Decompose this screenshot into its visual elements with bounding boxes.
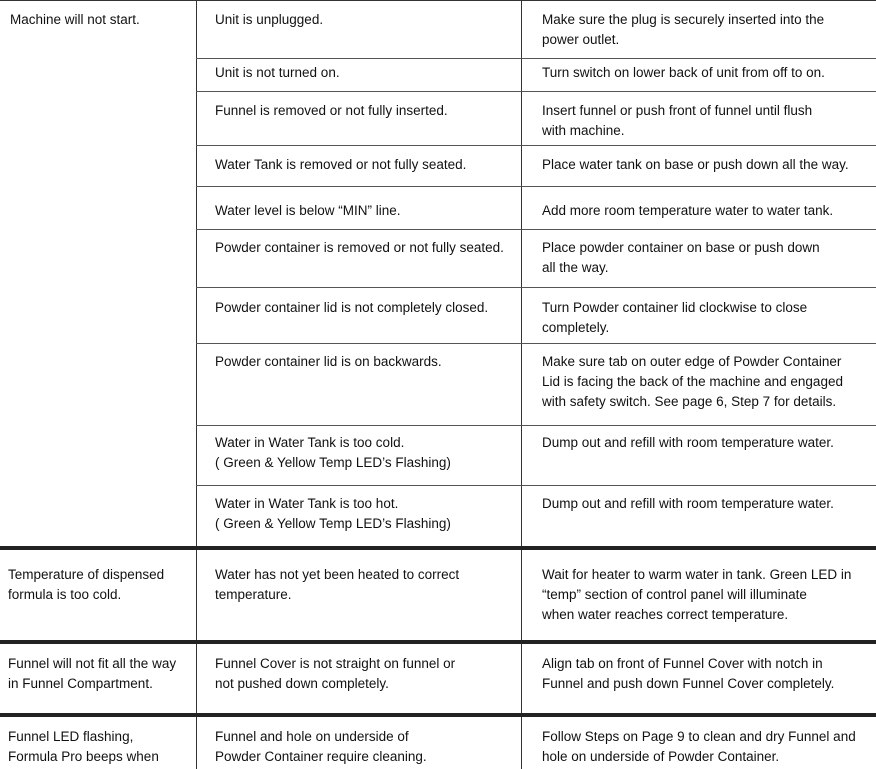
solution-line: Insert funnel or push front of funnel until flush: [542, 103, 813, 118]
cause-cell: [215, 298, 488, 318]
problem-line: Formula Pro beeps when: [8, 749, 159, 764]
cause-line: Funnel is removed or not fully inserted.: [215, 103, 448, 118]
cause-line: Water in Water Tank is too cold.: [215, 435, 405, 450]
cause-line: Water has not yet been heated to correct: [215, 567, 460, 582]
cause-line: Funnel Cover is not straight on funnel or: [215, 656, 456, 671]
cause-cell: [215, 433, 451, 473]
row-divider: [196, 425, 876, 426]
solution-line: Make sure tab on outer edge of Powder Container: [542, 354, 842, 369]
solution-line: power outlet.: [542, 32, 620, 47]
cause-line: ( Green & Yellow Temp LED’s Flashing): [215, 455, 451, 470]
solution-line: hole on underside of Powder Container.: [542, 749, 780, 764]
problem-machine-will-not-start: [10, 10, 140, 30]
cause-line: Water level is below “MIN” line.: [215, 203, 401, 218]
row-divider: [196, 58, 876, 59]
table-top-border: [0, 0, 876, 1]
solution-line: with safety switch. See page 6, Step 7 for details.: [542, 394, 837, 409]
problem-line: Funnel LED flashing,: [8, 729, 134, 744]
problem-line: in Funnel Compartment.: [8, 676, 153, 691]
cause-cell: [215, 654, 455, 694]
row-divider: [196, 287, 876, 288]
solution-line: Dump out and refill with room temperature water.: [542, 435, 834, 450]
solution-line: Turn switch on lower back of unit from off to on.: [542, 65, 825, 80]
cause-line: Water Tank is removed or not fully seated.: [215, 157, 467, 172]
column-divider-2: [521, 0, 522, 769]
cause-line: Water in Water Tank is too hot.: [215, 496, 399, 511]
cause-line: Powder container lid is on backwards.: [215, 354, 442, 369]
cause-line: Unit is unplugged.: [215, 12, 324, 27]
solution-cell: [542, 352, 843, 412]
solution-line: Align tab on front of Funnel Cover with notch in: [542, 656, 823, 671]
problem-funnel-will-not-fit: [8, 654, 176, 694]
cause-line: Powder container lid is not completely closed.: [215, 300, 489, 315]
cause-cell: [215, 101, 448, 121]
cause-cell: [215, 10, 323, 30]
solution-line: all the way.: [542, 260, 609, 275]
solution-line: completely.: [542, 320, 610, 335]
row-divider: [196, 145, 876, 146]
solution-line: “temp” section of control panel will illuminate: [542, 587, 807, 602]
solution-line: Dump out and refill with room temperature water.: [542, 496, 834, 511]
cause-cell: [215, 238, 504, 258]
solution-line: Lid is facing the back of the machine and engaged: [542, 374, 843, 389]
solution-cell: [542, 433, 834, 453]
cause-line: ( Green & Yellow Temp LED’s Flashing): [215, 516, 451, 531]
cause-cell: [215, 352, 442, 372]
solution-cell: [542, 155, 849, 175]
solution-line: Make sure the plug is securely inserted into the: [542, 12, 825, 27]
cause-cell: [215, 494, 451, 534]
solution-cell: [542, 10, 824, 50]
cause-line: Powder Container require cleaning.: [215, 749, 427, 764]
solution-cell: [542, 63, 825, 83]
solution-line: with machine.: [542, 123, 625, 138]
solution-line: Wait for heater to warm water in tank. Green LED in: [542, 567, 852, 582]
solution-cell: [542, 654, 834, 694]
solution-line: when water reaches correct temperature.: [542, 607, 789, 622]
group-separator: [0, 640, 876, 644]
row-divider: [196, 343, 876, 344]
solution-cell: [542, 201, 833, 221]
cause-cell: [215, 63, 340, 83]
solution-line: Follow Steps on Page 9 to clean and dry Funnel and: [542, 729, 856, 744]
row-divider: [196, 186, 876, 187]
row-divider: [196, 91, 876, 92]
solution-cell: [542, 238, 820, 278]
problem-line: Funnel will not fit all the way: [8, 656, 177, 671]
cause-line: Powder container is removed or not fully seated.: [215, 240, 504, 255]
cause-line: not pushed down completely.: [215, 676, 389, 691]
row-divider: [196, 229, 876, 230]
cause-cell: [215, 727, 427, 767]
column-divider-1: [196, 0, 197, 769]
solution-cell: [542, 565, 851, 625]
problem-formula-too-cold: [8, 565, 164, 605]
problem-funnel-led-flashing: [8, 727, 159, 767]
cause-cell: [215, 565, 459, 605]
problem-line: Machine will not start.: [10, 12, 140, 27]
solution-line: Funnel and push down Funnel Cover completely.: [542, 676, 835, 691]
solution-line: Turn Powder container lid clockwise to close: [542, 300, 808, 315]
solution-cell: [542, 101, 812, 141]
cause-cell: [215, 155, 466, 175]
group-separator: [0, 546, 876, 550]
solution-cell: [542, 298, 807, 338]
solution-cell: [542, 494, 834, 514]
group-separator: [0, 713, 876, 717]
row-divider: [196, 485, 876, 486]
solution-line: Add more room temperature water to water tank.: [542, 203, 834, 218]
cause-line: Unit is not turned on.: [215, 65, 340, 80]
problem-line: formula is too cold.: [8, 587, 122, 602]
cause-line: Funnel and hole on underside of: [215, 729, 409, 744]
solution-line: Place water tank on base or push down all the way.: [542, 157, 849, 172]
solution-line: Place powder container on base or push down: [542, 240, 820, 255]
solution-cell: [542, 727, 856, 767]
problem-line: Temperature of dispensed: [8, 567, 165, 582]
cause-line: temperature.: [215, 587, 292, 602]
cause-cell: [215, 201, 401, 221]
